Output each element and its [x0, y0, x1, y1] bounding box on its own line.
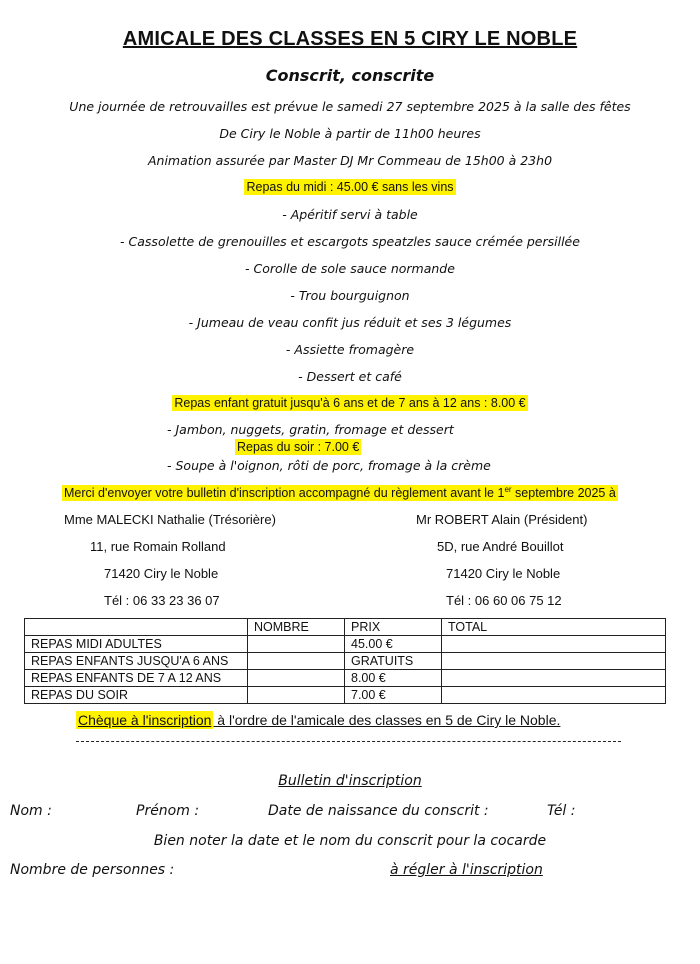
row-label: REPAS ENFANTS DE 7 A 12 ANS	[25, 670, 248, 687]
row-prix: 7.00 €	[345, 687, 442, 704]
contact-left-phone: Tél : 06 33 23 36 07	[104, 593, 220, 608]
page-subtitle: Conscrit, conscrite	[265, 66, 435, 85]
contact-left-street: 11, rue Romain Rolland	[90, 539, 226, 554]
deadline-superscript: er	[504, 485, 512, 494]
table-header	[25, 619, 248, 636]
table-row	[25, 653, 666, 670]
row-total	[442, 653, 666, 670]
row-total	[442, 636, 666, 653]
lunch-item: - Jumeau de veau confit jus réduit et ses 3 légumes	[188, 315, 512, 330]
row-nombre	[248, 687, 345, 704]
lunch-heading: Repas du midi : 45.00 € sans les vins	[246, 180, 454, 194]
lunch-item: - Cassolette de grenouilles et escargots speatzles sauce crémée persillée	[120, 234, 580, 249]
field-nombre-label: Nombre de personnes :	[10, 862, 175, 878]
contact-right-city: 71420 Ciry le Noble	[446, 566, 561, 581]
lunch-heading-row	[0, 180, 700, 194]
dinner-heading: Repas du soir : 7.00 €	[237, 440, 360, 454]
deadline-notice	[62, 485, 618, 501]
table-row	[25, 670, 666, 687]
contact-right-street: 5D, rue André Bouillot	[437, 539, 564, 554]
child-heading: Repas enfant gratuit jusqu'à 6 ans et de 7 ans à 12 ans : 8.00 €	[174, 396, 526, 410]
row-label: REPAS ENFANTS JUSQU'A 6 ANS	[25, 653, 248, 670]
deadline-row	[62, 485, 618, 500]
field-nom-label: Nom :	[10, 803, 52, 819]
dinner-heading-row	[235, 440, 361, 454]
cheque-highlight: Chèque à l'inscription	[78, 712, 212, 728]
cheque-rest: à l'ordre de l'amicale des classes en 5 de Ciry le Noble.	[213, 712, 561, 728]
cut-line-divider	[76, 741, 621, 742]
table-header: NOMBRE	[248, 619, 345, 636]
page-title: AMICALE DES CLASSES EN 5 CIRY LE NOBLE	[122, 28, 578, 50]
row-nombre	[248, 670, 345, 687]
lunch-item: - Assiette fromagère	[285, 342, 415, 357]
contact-right-phone: Tél : 06 60 06 75 12	[446, 593, 562, 608]
row-nombre	[248, 653, 345, 670]
lunch-item: - Dessert et café	[298, 369, 402, 384]
cheque-line	[76, 712, 560, 728]
intro-line-1: Une journée de retrouvailles est prévue le samedi 27 septembre 2025 à la salle des fêtes	[69, 99, 631, 114]
lunch-item: - Apéritif servi à table	[282, 207, 418, 222]
dinner-item: - Soupe à l'oignon, rôti de porc, fromage à la crème	[167, 458, 491, 473]
deadline-part-2: septembre 2025 à	[511, 486, 616, 501]
bulletin-note: Bien noter la date et le nom du conscrit pour la cocarde	[153, 833, 547, 849]
child-heading-row	[0, 396, 700, 410]
contact-left-name: Mme MALECKI Nathalie (Trésorière)	[64, 512, 276, 527]
row-total	[442, 687, 666, 704]
field-date-label: Date de naissance du conscrit :	[268, 803, 489, 819]
intro-line-3: Animation assurée par Master DJ Mr Commeau de 15h00 à 23h0	[147, 153, 553, 168]
intro-line-2: De Ciry le Noble à partir de 11h00 heures	[219, 126, 481, 141]
contact-right-name: Mr ROBERT Alain (Président)	[416, 512, 588, 527]
lunch-item: - Trou bourguignon	[290, 288, 410, 303]
table-row	[25, 687, 666, 704]
field-prenom-label: Prénom :	[136, 803, 200, 819]
table-header: TOTAL	[442, 619, 666, 636]
row-prix: 8.00 €	[345, 670, 442, 687]
row-label: REPAS MIDI ADULTES	[25, 636, 248, 653]
lunch-item: - Corolle de sole sauce normande	[245, 261, 455, 276]
table-header-row	[25, 619, 666, 636]
table-header: PRIX	[345, 619, 442, 636]
child-item: - Jambon, nuggets, gratin, fromage et dessert	[167, 422, 454, 437]
row-prix: GRATUITS	[345, 653, 442, 670]
row-total	[442, 670, 666, 687]
table-row	[25, 636, 666, 653]
row-label: REPAS DU SOIR	[25, 687, 248, 704]
deadline-part-1: Merci d'envoyer votre bulletin d'inscription accompagné du règlement avant le 1	[64, 486, 505, 501]
bulletin-title: Bulletin d'inscription	[278, 773, 422, 789]
contact-left-city: 71420 Ciry le Noble	[104, 566, 219, 581]
field-tel-label: Tél :	[547, 803, 576, 819]
price-table	[24, 618, 666, 704]
row-nombre	[248, 636, 345, 653]
payment-note: à régler à l'inscription	[390, 862, 543, 878]
row-prix: 45.00 €	[345, 636, 442, 653]
